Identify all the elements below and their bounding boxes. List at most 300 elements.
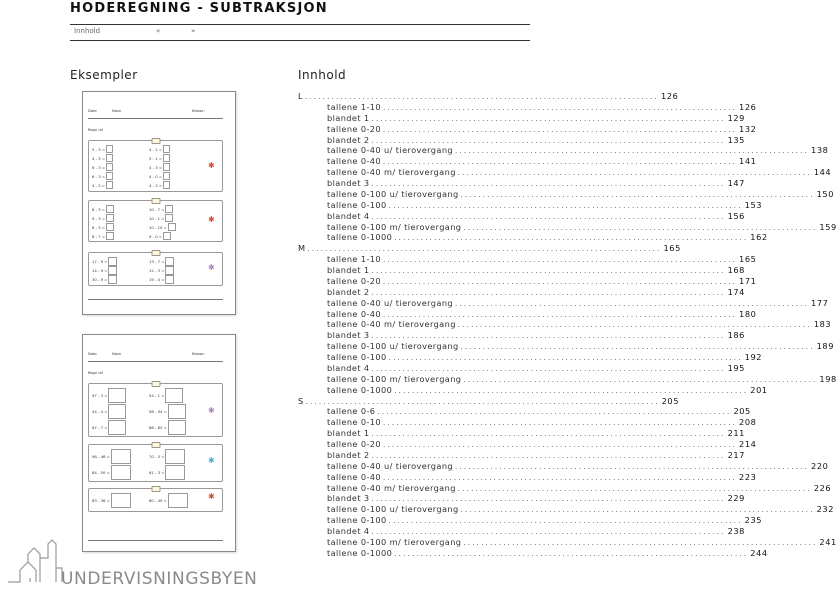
toc-entry[interactable] bbox=[298, 254, 757, 265]
toc-page-number: 205 bbox=[733, 406, 751, 417]
toc-label: blandet 2 bbox=[327, 134, 370, 145]
toc-entry[interactable] bbox=[298, 286, 745, 298]
toc-label: S bbox=[298, 395, 304, 406]
toc-entry[interactable] bbox=[298, 493, 745, 504]
toc-leader-dots: ................................................................................ bbox=[383, 310, 738, 319]
toc-page-number: 132 bbox=[739, 123, 757, 134]
answer-box[interactable] bbox=[106, 205, 114, 213]
exercise-text: 54 - 1 = bbox=[149, 393, 165, 398]
toc-label: tallene 0-40 u/ tierovergang bbox=[327, 145, 454, 156]
answer-box[interactable] bbox=[106, 232, 114, 240]
worksheet-footer-line bbox=[88, 299, 223, 300]
toc-leader-dots: ................................................................................ bbox=[394, 234, 749, 243]
answer-box[interactable] bbox=[106, 181, 113, 189]
toc-label: tallene 1-10 bbox=[327, 254, 382, 265]
toc-label: tallene 0-100 m/ tierovergang bbox=[327, 536, 462, 547]
toc-label: tallene 0-40 u/ tierovergang bbox=[327, 297, 454, 308]
exercise-text: 63 - 36 = bbox=[92, 498, 110, 503]
toc-page-number: 153 bbox=[744, 199, 763, 210]
toc-leader-dots: ................................................................................ bbox=[371, 430, 726, 439]
answer-box[interactable] bbox=[106, 145, 113, 153]
nav-next-link[interactable]: » bbox=[191, 27, 196, 35]
exercise bbox=[149, 214, 173, 222]
monster-icon: ✱ bbox=[208, 215, 215, 224]
box-tag bbox=[151, 486, 160, 492]
exercise-text: 8 - 7 = bbox=[92, 233, 106, 239]
answer-box[interactable] bbox=[108, 257, 117, 266]
toc-leader-dots: ................................................................................ bbox=[383, 256, 738, 265]
toc-page-number: 183 bbox=[813, 319, 832, 330]
answer-box[interactable] bbox=[108, 404, 126, 419]
exercise-text: 4 - 3 = bbox=[149, 164, 163, 170]
toc-page-number: 174 bbox=[727, 286, 745, 297]
toc-leader-dots: ................................................................................ bbox=[377, 408, 732, 417]
answer-box[interactable] bbox=[165, 275, 174, 284]
toc-page-number: 165 bbox=[663, 243, 681, 254]
answer-box[interactable] bbox=[106, 214, 114, 222]
box-tag bbox=[151, 250, 160, 256]
toc-entry[interactable] bbox=[298, 112, 745, 124]
box-tag bbox=[151, 381, 160, 387]
exercise bbox=[149, 275, 174, 284]
exercise bbox=[149, 154, 170, 162]
toc-leader-dots: ................................................................................ bbox=[371, 364, 726, 373]
toc-entry[interactable] bbox=[298, 406, 751, 417]
exercise-text: 87 - 7 = bbox=[92, 425, 108, 430]
toc-page-number: 162 bbox=[750, 232, 768, 243]
toc-entry[interactable] bbox=[298, 297, 829, 309]
exercise-text: 70 - 3 = bbox=[149, 454, 165, 459]
worksheet-line bbox=[88, 118, 223, 119]
toc-label: tallene 0-40 u/ tierovergang bbox=[327, 460, 454, 471]
toc-leader-dots: ................................................................................ bbox=[383, 441, 738, 449]
exercise-text: 19 - 4 = bbox=[149, 277, 165, 282]
exercise-text: 97 - 3 = bbox=[92, 393, 108, 398]
toc-label: tallene 0-100 u/ tierovergang bbox=[327, 188, 459, 199]
toc-leader-dots: ................................................................................ bbox=[371, 288, 726, 297]
toc-label: L bbox=[298, 91, 303, 101]
toc-entry[interactable] bbox=[298, 547, 768, 559]
toc-label: blandet 2 bbox=[327, 286, 370, 297]
answer-box[interactable] bbox=[165, 266, 174, 275]
exercise-box bbox=[88, 200, 223, 242]
toc-page-number: 226 bbox=[813, 482, 832, 493]
toc-entry[interactable] bbox=[298, 449, 745, 461]
toc-label: blandet 4 bbox=[327, 526, 370, 536]
toc-label: blandet 4 bbox=[327, 362, 370, 373]
toc-entry[interactable] bbox=[298, 145, 829, 156]
exercise bbox=[149, 163, 170, 171]
exercise-text: 13 - 7 = bbox=[149, 259, 165, 264]
exercise bbox=[92, 172, 113, 180]
toc-page-number: 211 bbox=[727, 428, 745, 439]
toc-page-number: 217 bbox=[727, 449, 745, 460]
toc-page-number: 186 bbox=[727, 330, 745, 341]
toc-page-number: 126 bbox=[660, 91, 679, 101]
answer-box[interactable] bbox=[108, 420, 126, 435]
toc-page-number: 244 bbox=[750, 547, 768, 558]
toc-leader-dots: ................................................................................ bbox=[455, 147, 810, 156]
toc-leader-dots: ................................................................................ bbox=[383, 277, 738, 286]
monster-icon: ✱ bbox=[208, 406, 215, 415]
exercise-box bbox=[88, 488, 223, 512]
exercise bbox=[92, 223, 114, 231]
toc-page-number: 150 bbox=[816, 188, 835, 199]
exercise-text: 60 - 49 = bbox=[149, 498, 167, 503]
exercise bbox=[92, 154, 113, 162]
toc-entry[interactable] bbox=[298, 362, 745, 374]
examples-heading: Eksempler bbox=[70, 68, 138, 82]
example-worksheet-2[interactable] bbox=[82, 334, 236, 552]
toc-label: tallene 0-20 bbox=[327, 275, 382, 286]
exercise bbox=[92, 404, 126, 419]
toc-page-number: 235 bbox=[744, 515, 763, 526]
toc-leader-dots: ................................................................................ bbox=[388, 201, 743, 210]
worksheet-header bbox=[88, 352, 223, 361]
box-tag bbox=[151, 198, 160, 204]
answer-box[interactable] bbox=[163, 232, 171, 240]
exercise bbox=[92, 181, 113, 189]
box-tag bbox=[151, 442, 160, 448]
exercise bbox=[149, 257, 174, 266]
toc-label: blandet 2 bbox=[327, 449, 370, 460]
exercise bbox=[149, 449, 185, 464]
toc-label: blandet 1 bbox=[327, 265, 370, 275]
toc-page-number: 208 bbox=[739, 417, 757, 428]
toc-page-number: 165 bbox=[739, 254, 757, 265]
toc-page-number: 177 bbox=[811, 297, 829, 308]
toc-entry[interactable] bbox=[298, 210, 745, 222]
exercise bbox=[149, 420, 186, 435]
exercise-text: 9 - 3 = bbox=[92, 215, 106, 221]
regn-label: Regn ut! bbox=[88, 371, 104, 375]
toc-page-number: 229 bbox=[727, 493, 745, 504]
toc-label: tallene 0-40 bbox=[327, 308, 382, 319]
toc-label: tallene 0-40 m/ tierovergang bbox=[327, 167, 456, 178]
toc-label: blandet 4 bbox=[327, 210, 370, 221]
nav-innhold-link[interactable]: Innhold bbox=[74, 27, 101, 35]
exercise-text: 86 - 82 = bbox=[149, 425, 167, 430]
toc-entry[interactable] bbox=[298, 232, 768, 243]
toc-leader-dots: ................................................................................ bbox=[388, 354, 743, 362]
toc-leader-dots: ................................................................................ bbox=[371, 180, 726, 188]
exercise-text: 9 - 0 = bbox=[149, 233, 163, 239]
exercise-text: 6 - 3 = bbox=[92, 224, 106, 230]
toc-page-number: 195 bbox=[727, 362, 745, 373]
toc-leader-dots: ................................................................................ bbox=[455, 462, 810, 471]
toc-leader-dots: ................................................................................ bbox=[304, 93, 659, 101]
toc-leader-dots: ................................................................................ bbox=[460, 343, 815, 352]
nav-prev-link[interactable]: « bbox=[156, 27, 161, 35]
toc-leader-dots: ................................................................................ bbox=[460, 190, 815, 199]
exercise bbox=[149, 172, 170, 180]
toc-leader-dots: ................................................................................ bbox=[383, 419, 738, 428]
toc-entry[interactable] bbox=[298, 123, 757, 135]
exercise bbox=[92, 493, 131, 508]
exercise bbox=[149, 404, 186, 419]
exercise bbox=[149, 181, 170, 189]
dato-label: Dato bbox=[88, 109, 97, 113]
klasse-label: Klasse: bbox=[192, 352, 205, 356]
toc-leader-dots: ................................................................................ bbox=[371, 136, 726, 145]
toc-entry[interactable] bbox=[298, 482, 832, 494]
toc-label: tallene 0-100 bbox=[327, 352, 387, 362]
toc-leader-dots: ................................................................................ bbox=[371, 267, 726, 275]
exercise-text: 44 - 4 = bbox=[92, 409, 108, 414]
toc-page-number: 220 bbox=[811, 460, 829, 471]
monster-icon: ✱ bbox=[208, 263, 215, 272]
toc-leader-dots: ................................................................................ bbox=[371, 332, 726, 341]
toc-page-number: 180 bbox=[739, 308, 757, 319]
exercise-box bbox=[88, 140, 223, 192]
toc-leader-dots: ................................................................................ bbox=[383, 158, 738, 167]
toc-section[interactable] bbox=[298, 395, 680, 407]
toc-entry[interactable] bbox=[298, 308, 757, 320]
toc-leader-dots: ................................................................................ bbox=[463, 538, 818, 547]
answer-box[interactable] bbox=[111, 493, 131, 508]
answer-box[interactable] bbox=[111, 449, 131, 464]
exercise-text: 10 - 1 = bbox=[149, 215, 165, 221]
answer-box[interactable] bbox=[163, 181, 170, 189]
exercise-text: 61 - 3 = bbox=[149, 470, 165, 475]
toc-page-number: 126 bbox=[739, 101, 757, 112]
toc-entry[interactable] bbox=[298, 373, 837, 385]
answer-box[interactable] bbox=[168, 223, 176, 231]
toc-label: tallene 0-20 bbox=[327, 123, 382, 134]
answer-box[interactable] bbox=[168, 493, 188, 508]
toc-leader-dots: ................................................................................ bbox=[394, 549, 749, 558]
toc-leader-dots: ................................................................................ bbox=[463, 375, 818, 384]
logo-text: UNDERVISNINGSBYEN bbox=[61, 569, 258, 589]
exercise bbox=[92, 449, 131, 464]
exercise bbox=[149, 232, 171, 240]
toc-page-number: 189 bbox=[816, 341, 835, 352]
answer-box[interactable] bbox=[163, 154, 170, 162]
toc-page-number: 147 bbox=[727, 178, 745, 188]
answer-box[interactable] bbox=[108, 275, 117, 284]
toc-label: tallene 0-100 m/ tierovergang bbox=[327, 373, 462, 384]
toc-leader-dots: ................................................................................ bbox=[307, 245, 662, 254]
toc-entry[interactable] bbox=[298, 178, 745, 189]
toc-section[interactable] bbox=[298, 91, 679, 102]
answer-box[interactable] bbox=[106, 223, 114, 231]
exercise-text: 5 - 3 = bbox=[92, 146, 106, 152]
exercise bbox=[149, 388, 183, 403]
answer-box[interactable] bbox=[106, 154, 113, 162]
answer-box[interactable] bbox=[165, 388, 183, 403]
toc-label: blandet 3 bbox=[327, 178, 370, 188]
exercise-text: 3 - 1 = bbox=[149, 155, 163, 161]
toc-leader-dots: ................................................................................ bbox=[455, 299, 810, 308]
toc-entry[interactable] bbox=[298, 134, 745, 146]
toc-entry[interactable] bbox=[298, 417, 757, 428]
monster-icon: ✱ bbox=[208, 492, 215, 501]
toc-label: tallene 0-40 m/ tierovergang bbox=[327, 482, 456, 493]
toc-entry[interactable] bbox=[298, 265, 745, 276]
toc-entry[interactable] bbox=[298, 101, 757, 113]
toc-entry[interactable] bbox=[298, 471, 757, 483]
toc-entry[interactable] bbox=[298, 515, 763, 526]
exercise-text: 98 - 46 = bbox=[92, 454, 110, 459]
toc-entry[interactable] bbox=[298, 428, 745, 439]
navn-label: Navn bbox=[112, 109, 122, 113]
exercise bbox=[92, 275, 117, 284]
exercise-text: 4 - 2 = bbox=[92, 182, 106, 188]
exercise-text: 30 - 9 = bbox=[92, 277, 108, 282]
answer-box[interactable] bbox=[163, 145, 170, 153]
toc-leader-dots: ................................................................................ bbox=[371, 212, 726, 221]
toc-label: tallene 0-10 bbox=[327, 417, 382, 428]
toc-page-number: 135 bbox=[727, 134, 745, 145]
answer-box[interactable] bbox=[106, 163, 113, 171]
toc-leader-dots: ................................................................................ bbox=[383, 103, 738, 112]
toc-label: tallene 0-100 u/ tierovergang bbox=[327, 504, 459, 515]
toc-page-number: 141 bbox=[739, 156, 757, 167]
toc-page-number: 144 bbox=[813, 167, 832, 178]
exercise-text: 8 - 3 = bbox=[92, 206, 106, 212]
toc-page-number: 192 bbox=[744, 352, 763, 362]
toc-entry[interactable] bbox=[298, 330, 745, 341]
answer-box[interactable] bbox=[106, 172, 113, 180]
monster-icon: ✱ bbox=[208, 456, 215, 465]
toc-entry[interactable] bbox=[298, 536, 837, 548]
toc-leader-dots: ................................................................................ bbox=[457, 321, 812, 330]
toc-leader-dots: ................................................................................ bbox=[371, 495, 726, 504]
toc-page-number: 159 bbox=[819, 221, 837, 232]
toc-leader-dots: ................................................................................ bbox=[371, 114, 726, 123]
toc-page-number: 138 bbox=[811, 145, 829, 156]
exercise-text: 4 - 0 = bbox=[149, 173, 163, 179]
nav-bar bbox=[74, 27, 195, 39]
contents-heading: Innhold bbox=[298, 68, 347, 82]
exercise-text: 4 - 3 = bbox=[149, 182, 163, 188]
exercise bbox=[92, 163, 113, 171]
toc-label: tallene 0-1000 bbox=[327, 232, 393, 243]
toc-entry[interactable] bbox=[298, 341, 835, 352]
toc-label: tallene 0-100 bbox=[327, 515, 387, 526]
exercise bbox=[92, 145, 113, 153]
toc-label: tallene 1-10 bbox=[327, 101, 382, 112]
toc-leader-dots: ................................................................................ bbox=[383, 473, 738, 482]
exercise-text: 6 - 3 = bbox=[92, 164, 106, 170]
toc-page-number: 238 bbox=[727, 526, 745, 536]
toc-leader-dots: ................................................................................ bbox=[305, 397, 660, 406]
toc-section[interactable] bbox=[298, 243, 681, 254]
toc-label: blandet 1 bbox=[327, 112, 370, 123]
exercise bbox=[149, 465, 185, 480]
toc-entry[interactable] bbox=[298, 156, 757, 167]
toc-page-number: 223 bbox=[739, 471, 757, 482]
navn-label: Navn bbox=[112, 352, 122, 356]
toc-page-number: 201 bbox=[750, 384, 768, 395]
klasse-label: Klasse: bbox=[192, 109, 205, 113]
toc-label: tallene 0-6 bbox=[327, 406, 376, 417]
toc-page-number: 198 bbox=[819, 373, 837, 384]
toc-page-number: 241 bbox=[819, 536, 837, 547]
exercise bbox=[149, 266, 174, 275]
exercise bbox=[92, 388, 126, 403]
answer-box[interactable] bbox=[168, 404, 186, 419]
answer-box[interactable] bbox=[165, 205, 173, 213]
header-rule-bottom bbox=[70, 40, 530, 41]
toc-entry[interactable] bbox=[298, 221, 837, 233]
toc-page-number: 232 bbox=[816, 504, 835, 515]
regn-label: Regn ut! bbox=[88, 128, 104, 132]
exercise-text: 17 - 9 = bbox=[92, 259, 108, 264]
exercise-box bbox=[88, 383, 223, 437]
toc-entry[interactable] bbox=[298, 167, 832, 178]
exercise-text: 98 - 94 = bbox=[149, 409, 167, 414]
toc-entry[interactable] bbox=[298, 199, 763, 211]
toc-entry[interactable] bbox=[298, 188, 835, 200]
answer-box[interactable] bbox=[165, 214, 173, 222]
toc-label: blandet 1 bbox=[327, 428, 370, 439]
toc-label: tallene 0-100 u/ tierovergang bbox=[327, 341, 459, 352]
answer-box[interactable] bbox=[163, 172, 170, 180]
toc-label: tallene 0-40 bbox=[327, 471, 382, 482]
toc-leader-dots: ................................................................................ bbox=[463, 223, 818, 232]
exercise-box bbox=[88, 252, 223, 286]
toc-leader-dots: ................................................................................ bbox=[388, 517, 743, 526]
toc-entry[interactable] bbox=[298, 319, 832, 330]
toc-entry[interactable] bbox=[298, 526, 745, 537]
exercise-text: 14 - 9 = bbox=[92, 268, 108, 273]
toc-leader-dots: ................................................................................ bbox=[457, 484, 812, 493]
answer-box[interactable] bbox=[168, 420, 186, 435]
exercise bbox=[149, 205, 173, 213]
answer-box[interactable] bbox=[111, 465, 131, 480]
exercise bbox=[149, 145, 170, 153]
toc-entry[interactable] bbox=[298, 460, 829, 472]
example-worksheet-1[interactable] bbox=[82, 91, 236, 315]
toc-page-number: 171 bbox=[739, 275, 757, 286]
toc-page-number: 205 bbox=[661, 395, 680, 406]
toc-leader-dots: ................................................................................ bbox=[457, 169, 812, 178]
toc-leader-dots: ................................................................................ bbox=[383, 125, 738, 134]
answer-box[interactable] bbox=[165, 465, 185, 480]
monster-icon: ✱ bbox=[208, 161, 215, 170]
answer-box[interactable] bbox=[165, 257, 174, 266]
toc-page-number: 168 bbox=[727, 265, 745, 275]
answer-box[interactable] bbox=[108, 388, 126, 403]
page-title: HODEREGNING - SUBTRAKSJON bbox=[70, 1, 328, 16]
answer-box[interactable] bbox=[108, 266, 117, 275]
toc-entry[interactable] bbox=[298, 275, 757, 287]
toc-entry[interactable] bbox=[298, 504, 835, 515]
exercise bbox=[92, 420, 126, 435]
exercise-text: 12 - 3 = bbox=[149, 268, 165, 273]
toc-entry[interactable] bbox=[298, 439, 757, 450]
toc-label: tallene 0-40 m/ tierovergang bbox=[327, 319, 456, 330]
toc-entry[interactable] bbox=[298, 352, 763, 363]
answer-box[interactable] bbox=[165, 449, 185, 464]
exercise-text: 4 - 3 = bbox=[92, 155, 106, 161]
exercise bbox=[92, 232, 114, 240]
toc-page-number: 156 bbox=[727, 210, 745, 221]
toc-label: tallene 0-20 bbox=[327, 439, 382, 449]
toc-label: tallene 0-1000 bbox=[327, 547, 393, 558]
exercise bbox=[149, 493, 188, 508]
toc-leader-dots: ................................................................................ bbox=[460, 506, 815, 515]
exercise bbox=[92, 257, 117, 266]
answer-box[interactable] bbox=[163, 163, 170, 171]
toc-leader-dots: ................................................................................ bbox=[394, 386, 749, 395]
table-of-contents bbox=[298, 91, 837, 559]
exercise-text: 10 - 7 = bbox=[149, 206, 165, 212]
toc-entry[interactable] bbox=[298, 384, 768, 396]
exercise-box bbox=[88, 444, 223, 482]
header-rule-top bbox=[70, 24, 530, 25]
